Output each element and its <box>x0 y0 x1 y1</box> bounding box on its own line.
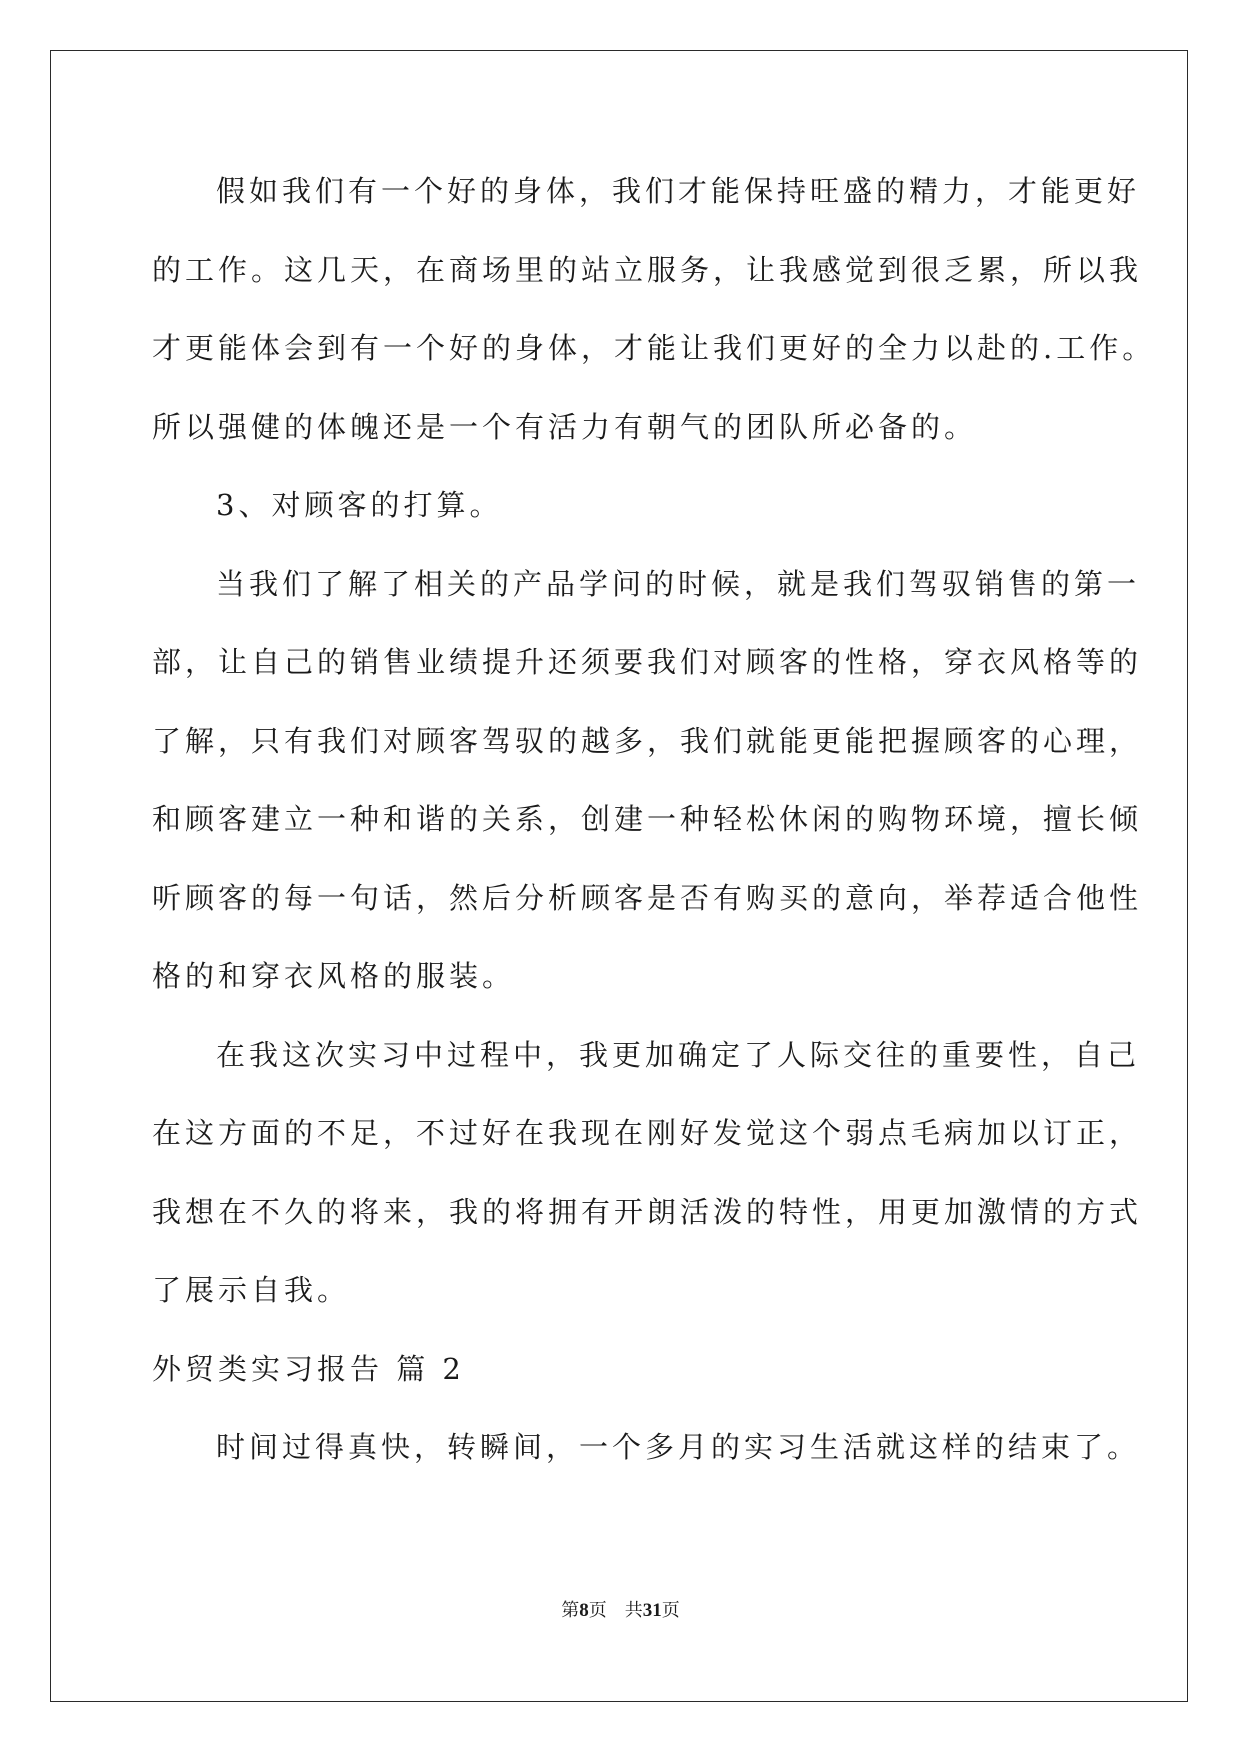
document-body <box>152 152 1156 1487</box>
text-line-1: 假如我们有一个好的身体，我们才能保持旺盛的精力，才能更好 <box>216 174 1141 208</box>
text-line-15: 了展示自我。 <box>152 1273 351 1307</box>
text-line-11: 格的和穿衣风格的服装。 <box>152 959 516 993</box>
text-line-7: 部，让自己的销售业绩提升还须要我们对顾客的性格，穿衣风格等的 <box>152 645 1143 679</box>
page-number: 8 <box>579 1600 589 1621</box>
text-line-5: 3、对顾客的打算。 <box>216 488 503 522</box>
text-line-3: 才更能体会到有一个好的身体，才能让我们更好的全力以赴的.工作。 <box>152 331 1156 365</box>
total-suffix: 页 <box>661 1600 680 1621</box>
page-prefix: 第 <box>561 1600 580 1621</box>
text-line-4: 所以强健的体魄还是一个有活力有朝气的团队所必备的。 <box>152 409 978 444</box>
text-line-2: 的工作。这几天，在商场里的站立服务，让我感觉到很乏累，所以我 <box>152 252 1143 287</box>
total-pages: 31 <box>642 1600 662 1621</box>
page-footer <box>0 1596 1241 1622</box>
text-line-6: 当我们了解了相关的产品学问的时候，就是我们驾驭销售的第一 <box>216 566 1141 601</box>
text-line-9: 和顾客建立一种和谐的关系，创建一种轻松休闲的购物环境，擅长倾 <box>152 802 1143 836</box>
text-line-17: 时间过得真快，转瞬间，一个多月的实习生活就这样的结束了。 <box>216 1430 1141 1464</box>
text-line-8: 了解，只有我们对顾客驾驭的越多，我们就能更能把握顾客的心理， <box>152 723 1143 758</box>
page-suffix: 页 <box>588 1600 607 1621</box>
text-line-14: 我想在不久的将来，我的将拥有开朗活泼的特性，用更加激情的方式 <box>152 1194 1143 1229</box>
text-line-12: 在我这次实习中过程中，我更加确定了人际交往的重要性，自己 <box>216 1037 1141 1072</box>
text-line-10: 听顾客的每一句话，然后分析顾客是否有购买的意向，举荐适合他性 <box>152 880 1143 915</box>
text-line-13: 在这方面的不足，不过好在我现在刚好发觉这个弱点毛病加以订正， <box>152 1116 1143 1150</box>
section-heading: 外贸类实习报告 篇 2 <box>152 1351 465 1386</box>
total-prefix: 共 <box>624 1600 643 1621</box>
